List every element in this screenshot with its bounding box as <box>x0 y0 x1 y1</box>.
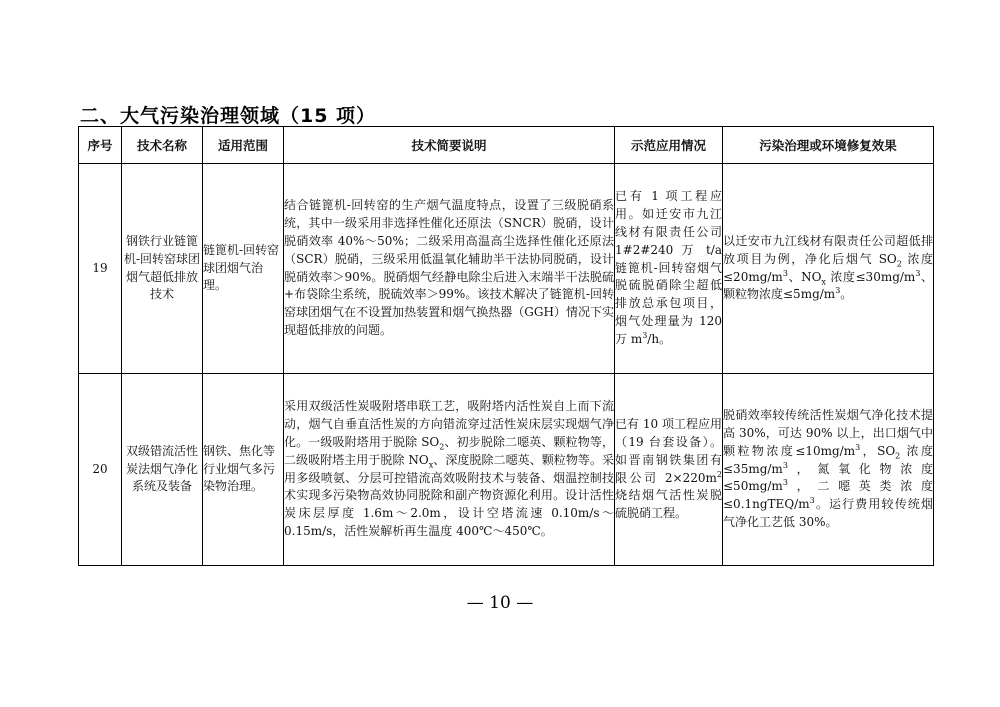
page-number: — 10 — <box>466 593 534 613</box>
tech-scope: 链篦机-回转窑球团烟气治理。 <box>203 164 284 374</box>
header-desc: 技术简要说明 <box>284 127 615 164</box>
header-effect: 污染治理或环境修复效果 <box>723 127 934 164</box>
tech-name: 钢铁行业链篦机-回转窑球团烟气超低排放技术 <box>122 164 203 374</box>
header-name: 技术名称 <box>122 127 203 164</box>
row-num: 20 <box>79 374 122 566</box>
row-num: 19 <box>79 164 122 374</box>
section-title: 二、大气污染治理领域（15 项） <box>80 105 377 127</box>
technology-table <box>78 126 934 566</box>
application-status: 已有 1 项工程应用。如迁安市九江线材有限责任公司 1#2#240 万 t/a 链篦机-回转窑烟气脱硫脱硝除尘超低排放总承包项目，烟气处理量为 120 万 $m^3/h$。 <box>615 164 723 374</box>
treatment-effect: 以迁安市九江线材有限责任公司超低排放项目为例，净化后烟气 $SO_2$ 浓度$\le 20mg/m^3$、$NO_x$ 浓度$\le 30mg/m^3$、颗粒物浓度$\le 5mg/m^3$。 <box>723 164 934 374</box>
tech-description: 结合链篦机-回转窑的生产烟气温度特点，设置了三级脱硝系统，其中一级采用非选择性催化还原法（SNCR）脱硝，设计脱硝效率 40%～50%；二级采用高温高尘选择性催化还原法（SCR）脱硝，三级采用低温氧化辅助半干法协同脱硝，设计脱硝效率＞90%。脱硝烟气经静电除尘后进入末端半干法脱硫+布袋除尘系统，脱硫效率＞99%。该技术解决了链篦机-回转窑球团烟气在不设置加热装置和烟气换热器（GGH）情况下实现超低排放的问题。 <box>284 164 615 374</box>
table-row <box>79 374 934 566</box>
header-num: 序号 <box>79 127 122 164</box>
table-header-row <box>79 127 934 164</box>
treatment-effect: 脱硝效率较传统活性炭烟气净化技术提高 30%，可达 90% 以上，出口烟气中颗粒物浓度$\le 10mg/m^3$，$SO_2$ 浓度$\le 35mg/m^3$，氮氧化物浓度$\le 50mg/m^3$，二噁英类浓度$\le 0.1ngTEQ/m^3$。运行费用较传统烟气净化工艺低 30%。 <box>723 374 934 566</box>
tech-scope: 钢铁、焦化等行业烟气多污染物治理。 <box>203 374 284 566</box>
header-scope: 适用范围 <box>203 127 284 164</box>
application-status: 已有 10 项工程应用（19 台套设备）。如晋南钢铁集团有限公司 $2\times 220m^2$ 烧结烟气活性炭脱硫脱硝工程。 <box>615 374 723 566</box>
tech-description: 采用双级活性炭吸附塔串联工艺，吸附塔内活性炭自上而下流动，烟气自垂直活性炭的方向错流穿过活性炭床层实现烟气净化。一级吸附塔用于脱除 $SO_2$、初步脱除二噁英、颗粒物等，二级吸附塔主用于脱除 $NO_x$、深度脱除二噁英、颗粒物等。采用多级喷氨、分层可控错流高效吸附技术与装备、烟温控制技术实现多污染物高效协同脱除和副产物资源化利用。设计活性炭床层厚度 1.6m～2.0m，设计空塔流速 0.10m/s～0.15m/s，活性炭解析再生温度 400℃～450℃。 <box>284 374 615 566</box>
header-app: 示范应用情况 <box>615 127 723 164</box>
table-row <box>79 164 934 374</box>
tech-name: 双级错流活性炭法烟气净化系统及装备 <box>122 374 203 566</box>
